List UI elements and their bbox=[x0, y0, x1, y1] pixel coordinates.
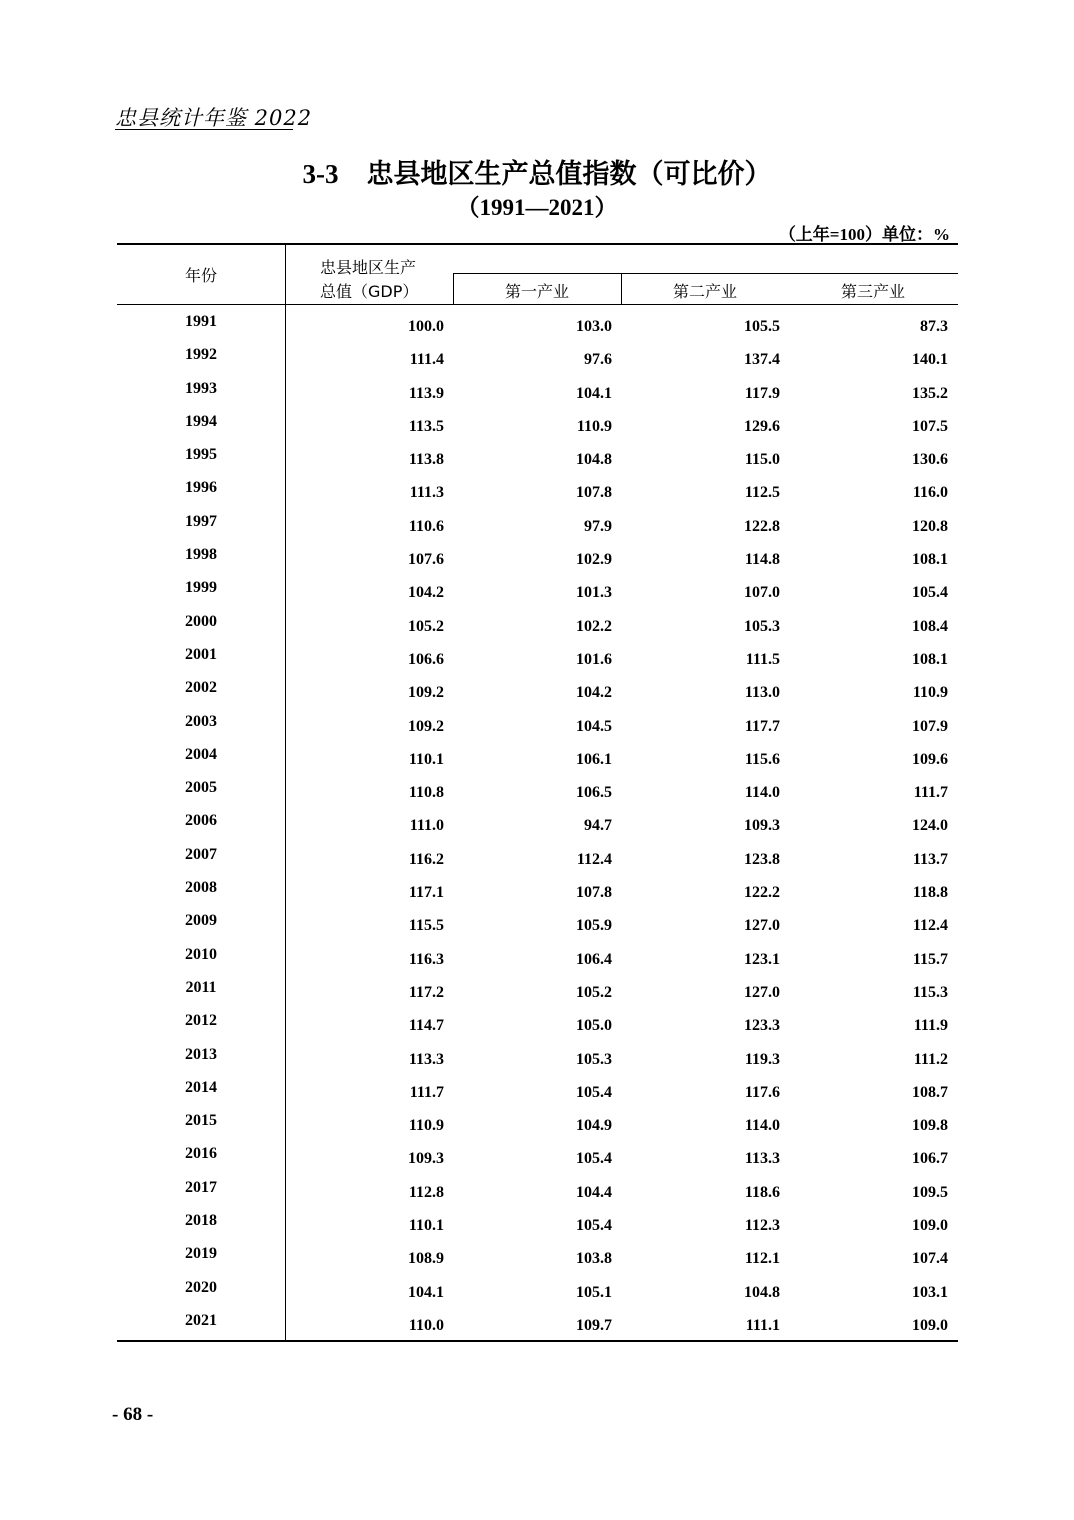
cell-gdp: 111.0 bbox=[409, 817, 444, 835]
cell-year: 2012 bbox=[185, 1012, 217, 1030]
cell-primary: 104.9 bbox=[576, 1117, 612, 1135]
header-year: 年份 bbox=[184, 266, 217, 285]
cell-primary: 107.8 bbox=[576, 484, 612, 502]
table-row bbox=[117, 744, 958, 777]
cell-primary: 101.6 bbox=[576, 650, 612, 668]
cell-gdp: 116.3 bbox=[408, 950, 444, 968]
cell-year: 2019 bbox=[185, 1245, 217, 1263]
cell-gdp: 109.2 bbox=[408, 684, 444, 702]
cell-gdp: 116.2 bbox=[408, 850, 444, 868]
cell-gdp: 100.0 bbox=[408, 318, 444, 335]
header-gdp-line2: 总值（GDP） bbox=[320, 282, 419, 301]
cell-tertiary: 109.8 bbox=[912, 1117, 948, 1135]
table-row bbox=[117, 677, 958, 710]
cell-gdp: 110.1 bbox=[408, 1217, 444, 1235]
cell-primary: 104.4 bbox=[576, 1183, 612, 1201]
cell-gdp: 106.6 bbox=[408, 650, 444, 668]
cell-primary: 105.0 bbox=[576, 1017, 612, 1035]
cell-tertiary: 124.0 bbox=[912, 817, 948, 835]
cell-primary: 104.2 bbox=[576, 684, 612, 702]
table-row bbox=[117, 777, 958, 810]
cell-secondary: 111.1 bbox=[745, 1316, 780, 1334]
cell-primary: 106.5 bbox=[576, 784, 612, 802]
cell-secondary: 107.0 bbox=[744, 584, 780, 602]
cell-primary: 106.4 bbox=[576, 950, 612, 968]
cell-tertiary: 108.7 bbox=[912, 1083, 948, 1101]
cell-primary: 105.3 bbox=[576, 1050, 612, 1068]
table-title: 忠县地区生产总值指数（可比价） bbox=[366, 159, 772, 190]
cell-gdp: 111.3 bbox=[409, 484, 444, 502]
cell-secondary: 118.6 bbox=[744, 1183, 780, 1201]
cell-year: 1991 bbox=[185, 313, 217, 330]
table-row bbox=[117, 611, 958, 644]
cell-primary: 97.9 bbox=[584, 517, 612, 535]
cell-gdp: 109.2 bbox=[408, 717, 444, 735]
cell-primary: 101.3 bbox=[576, 584, 612, 602]
cell-primary: 105.4 bbox=[576, 1217, 612, 1235]
cell-gdp: 110.8 bbox=[408, 784, 444, 802]
running-head-rule bbox=[115, 129, 293, 130]
table-row bbox=[117, 977, 958, 1010]
cell-tertiary: 111.7 bbox=[913, 784, 948, 802]
cell-secondary: 117.7 bbox=[744, 717, 780, 735]
cell-secondary: 104.8 bbox=[744, 1283, 780, 1301]
cell-secondary: 105.5 bbox=[744, 318, 780, 335]
cell-tertiary: 109.6 bbox=[912, 750, 948, 768]
cell-secondary: 113.3 bbox=[744, 1150, 780, 1168]
cell-gdp: 111.7 bbox=[409, 1083, 444, 1101]
cell-tertiary: 107.5 bbox=[912, 417, 948, 435]
cell-primary: 102.9 bbox=[576, 551, 612, 569]
table-row bbox=[117, 444, 958, 477]
cell-year: 1993 bbox=[185, 379, 217, 397]
cell-secondary: 114.8 bbox=[744, 551, 780, 569]
cell-primary: 94.7 bbox=[584, 817, 612, 835]
cell-year: 2008 bbox=[185, 879, 217, 897]
cell-secondary: 119.3 bbox=[744, 1050, 780, 1068]
cell-primary: 105.2 bbox=[576, 983, 612, 1001]
cell-secondary: 105.3 bbox=[744, 617, 780, 635]
table-row bbox=[117, 1243, 958, 1276]
cell-tertiary: 105.4 bbox=[912, 584, 948, 602]
cell-tertiary: 135.2 bbox=[912, 384, 948, 402]
table-row bbox=[117, 311, 958, 344]
cell-tertiary: 111.2 bbox=[913, 1050, 948, 1068]
cell-primary: 110.9 bbox=[576, 417, 612, 435]
cell-year: 2010 bbox=[185, 945, 217, 963]
cell-year: 2001 bbox=[185, 645, 217, 663]
table-row bbox=[117, 1110, 958, 1143]
cell-tertiary: 108.4 bbox=[912, 617, 948, 635]
cell-secondary: 114.0 bbox=[744, 1117, 780, 1135]
cell-year: 2013 bbox=[185, 1045, 217, 1063]
cell-tertiary: 107.4 bbox=[912, 1250, 948, 1268]
cell-year: 1999 bbox=[185, 579, 217, 597]
cell-year: 2005 bbox=[185, 779, 217, 797]
cell-year: 2018 bbox=[185, 1212, 217, 1230]
table-row bbox=[117, 877, 958, 910]
table-row bbox=[117, 477, 958, 510]
cell-year: 2007 bbox=[185, 845, 217, 863]
cell-tertiary: 106.7 bbox=[912, 1150, 948, 1168]
cell-secondary: 115.0 bbox=[744, 451, 780, 469]
cell-primary: 104.1 bbox=[576, 384, 612, 402]
cell-secondary: 111.5 bbox=[745, 650, 780, 668]
table-top-rule bbox=[117, 243, 958, 245]
page-number: - 68 - bbox=[112, 1404, 154, 1425]
table-row bbox=[117, 1177, 958, 1210]
cell-secondary: 137.4 bbox=[744, 351, 780, 369]
cell-gdp: 117.2 bbox=[408, 983, 444, 1001]
page-title bbox=[0, 152, 1074, 191]
cell-tertiary: 112.4 bbox=[912, 917, 948, 935]
table-row bbox=[117, 411, 958, 444]
cell-year: 2016 bbox=[185, 1145, 217, 1163]
cell-primary: 104.8 bbox=[576, 451, 612, 469]
cell-primary: 107.8 bbox=[576, 884, 612, 902]
cell-secondary: 122.8 bbox=[744, 517, 780, 535]
cell-gdp: 114.7 bbox=[408, 1017, 444, 1035]
cell-tertiary: 118.8 bbox=[912, 884, 948, 902]
table-row bbox=[117, 344, 958, 377]
header-tertiary: 第三产业 bbox=[840, 282, 905, 301]
cell-gdp: 107.6 bbox=[408, 551, 444, 569]
header-rule bbox=[117, 304, 958, 305]
cell-year: 2021 bbox=[185, 1311, 217, 1329]
cell-tertiary: 116.0 bbox=[912, 484, 948, 502]
cell-secondary: 123.8 bbox=[744, 850, 780, 868]
cell-tertiary: 130.6 bbox=[912, 451, 948, 469]
table-row bbox=[117, 944, 958, 977]
cell-tertiary: 140.1 bbox=[912, 351, 948, 369]
cell-gdp: 110.6 bbox=[408, 517, 444, 535]
table-row bbox=[117, 511, 958, 544]
table-subtitle: （1991—2021） bbox=[456, 195, 618, 220]
header-gdp bbox=[320, 256, 418, 304]
cell-primary: 105.4 bbox=[576, 1150, 612, 1168]
cell-gdp: 104.2 bbox=[408, 584, 444, 602]
cell-primary: 105.1 bbox=[576, 1283, 612, 1301]
unit-note: （上年=100）单位：% bbox=[778, 225, 950, 244]
cell-gdp: 112.8 bbox=[408, 1183, 444, 1201]
cell-gdp: 110.1 bbox=[408, 750, 444, 768]
table-row bbox=[117, 810, 958, 843]
cell-tertiary: 107.9 bbox=[912, 717, 948, 735]
cell-gdp: 110.0 bbox=[408, 1316, 444, 1334]
cell-tertiary: 108.1 bbox=[912, 551, 948, 569]
cell-primary: 105.4 bbox=[576, 1083, 612, 1101]
table-row bbox=[117, 1143, 958, 1176]
header-primary: 第一产业 bbox=[504, 282, 569, 301]
table-row bbox=[117, 711, 958, 744]
cell-gdp: 113.3 bbox=[408, 1050, 444, 1068]
cell-year: 2014 bbox=[185, 1078, 217, 1096]
table-row bbox=[117, 1310, 958, 1343]
running-head: 忠县统计年鉴 2022 bbox=[115, 106, 313, 130]
table-row bbox=[117, 910, 958, 943]
subheader-rule bbox=[453, 273, 958, 274]
cell-primary: 104.5 bbox=[576, 717, 612, 735]
cell-gdp: 113.9 bbox=[408, 384, 444, 402]
table-row bbox=[117, 1077, 958, 1110]
cell-secondary: 113.0 bbox=[744, 684, 780, 702]
cell-year: 2004 bbox=[185, 745, 217, 763]
cell-year: 2002 bbox=[185, 679, 217, 697]
cell-gdp: 111.4 bbox=[409, 351, 444, 369]
cell-tertiary: 108.1 bbox=[912, 650, 948, 668]
cell-year: 1995 bbox=[185, 446, 217, 464]
cell-year: 2020 bbox=[185, 1278, 217, 1296]
cell-gdp: 113.5 bbox=[408, 417, 444, 435]
cell-secondary: 123.1 bbox=[744, 950, 780, 968]
cell-year: 1992 bbox=[185, 346, 217, 364]
cell-year: 1994 bbox=[185, 412, 217, 430]
cell-year: 2006 bbox=[185, 812, 217, 830]
cell-secondary: 115.6 bbox=[744, 750, 780, 768]
cell-secondary: 127.0 bbox=[744, 917, 780, 935]
table-number: 3-3 bbox=[302, 159, 339, 189]
cell-secondary: 117.6 bbox=[744, 1083, 780, 1101]
cell-gdp: 115.5 bbox=[408, 917, 444, 935]
cell-year: 2017 bbox=[185, 1178, 217, 1196]
cell-year: 1997 bbox=[185, 512, 217, 530]
cell-gdp: 108.9 bbox=[408, 1250, 444, 1268]
cell-tertiary: 109.5 bbox=[912, 1183, 948, 1201]
cell-primary: 109.7 bbox=[576, 1316, 612, 1334]
table-row bbox=[117, 1277, 958, 1310]
cell-secondary: 114.0 bbox=[744, 784, 780, 802]
cell-primary: 103.0 bbox=[576, 318, 612, 335]
cell-tertiary: 111.9 bbox=[913, 1017, 948, 1035]
cell-primary: 102.2 bbox=[576, 617, 612, 635]
cell-tertiary: 87.3 bbox=[920, 318, 948, 335]
cell-gdp: 105.2 bbox=[408, 617, 444, 635]
cell-secondary: 123.3 bbox=[744, 1017, 780, 1035]
cell-year: 1998 bbox=[185, 546, 217, 564]
cell-primary: 105.9 bbox=[576, 917, 612, 935]
cell-primary: 103.8 bbox=[576, 1250, 612, 1268]
cell-primary: 106.1 bbox=[576, 750, 612, 768]
cell-tertiary: 110.9 bbox=[912, 684, 948, 702]
cell-secondary: 117.9 bbox=[744, 384, 780, 402]
cell-tertiary: 120.8 bbox=[912, 517, 948, 535]
table-row bbox=[117, 577, 958, 610]
header-secondary: 第二产业 bbox=[672, 282, 737, 301]
cell-year: 2011 bbox=[185, 978, 217, 996]
cell-tertiary: 103.1 bbox=[912, 1283, 948, 1301]
cell-gdp: 104.1 bbox=[408, 1283, 444, 1301]
table-row bbox=[117, 1010, 958, 1043]
cell-primary: 97.6 bbox=[584, 351, 612, 369]
cell-tertiary: 115.7 bbox=[912, 950, 948, 968]
cell-year: 2009 bbox=[185, 912, 217, 930]
cell-gdp: 110.9 bbox=[408, 1117, 444, 1135]
table-body bbox=[117, 311, 958, 1343]
cell-secondary: 109.3 bbox=[744, 817, 780, 835]
table-row bbox=[117, 378, 958, 411]
table-row bbox=[117, 1210, 958, 1243]
table-bottom-rule bbox=[117, 1340, 958, 1342]
cell-secondary: 122.2 bbox=[744, 884, 780, 902]
cell-year: 2003 bbox=[185, 712, 217, 730]
cell-secondary: 112.1 bbox=[744, 1250, 780, 1268]
cell-tertiary: 113.7 bbox=[912, 850, 948, 868]
cell-secondary: 127.0 bbox=[744, 983, 780, 1001]
cell-primary: 112.4 bbox=[576, 850, 612, 868]
cell-year: 2015 bbox=[185, 1112, 217, 1130]
cell-gdp: 109.3 bbox=[408, 1150, 444, 1168]
cell-secondary: 129.6 bbox=[744, 417, 780, 435]
cell-year: 1996 bbox=[185, 479, 217, 497]
cell-secondary: 112.5 bbox=[744, 484, 780, 502]
cell-secondary: 112.3 bbox=[744, 1217, 780, 1235]
table-row bbox=[117, 644, 958, 677]
table-row bbox=[117, 844, 958, 877]
cell-tertiary: 109.0 bbox=[912, 1217, 948, 1235]
cell-year: 2000 bbox=[185, 612, 217, 630]
cell-tertiary: 109.0 bbox=[912, 1316, 948, 1334]
table-row bbox=[117, 1044, 958, 1077]
cell-gdp: 117.1 bbox=[408, 884, 444, 902]
table-row bbox=[117, 544, 958, 577]
cell-tertiary: 115.3 bbox=[912, 983, 948, 1001]
cell-gdp: 113.8 bbox=[408, 451, 444, 469]
header-gdp-line1: 忠县地区生产 bbox=[320, 258, 417, 277]
